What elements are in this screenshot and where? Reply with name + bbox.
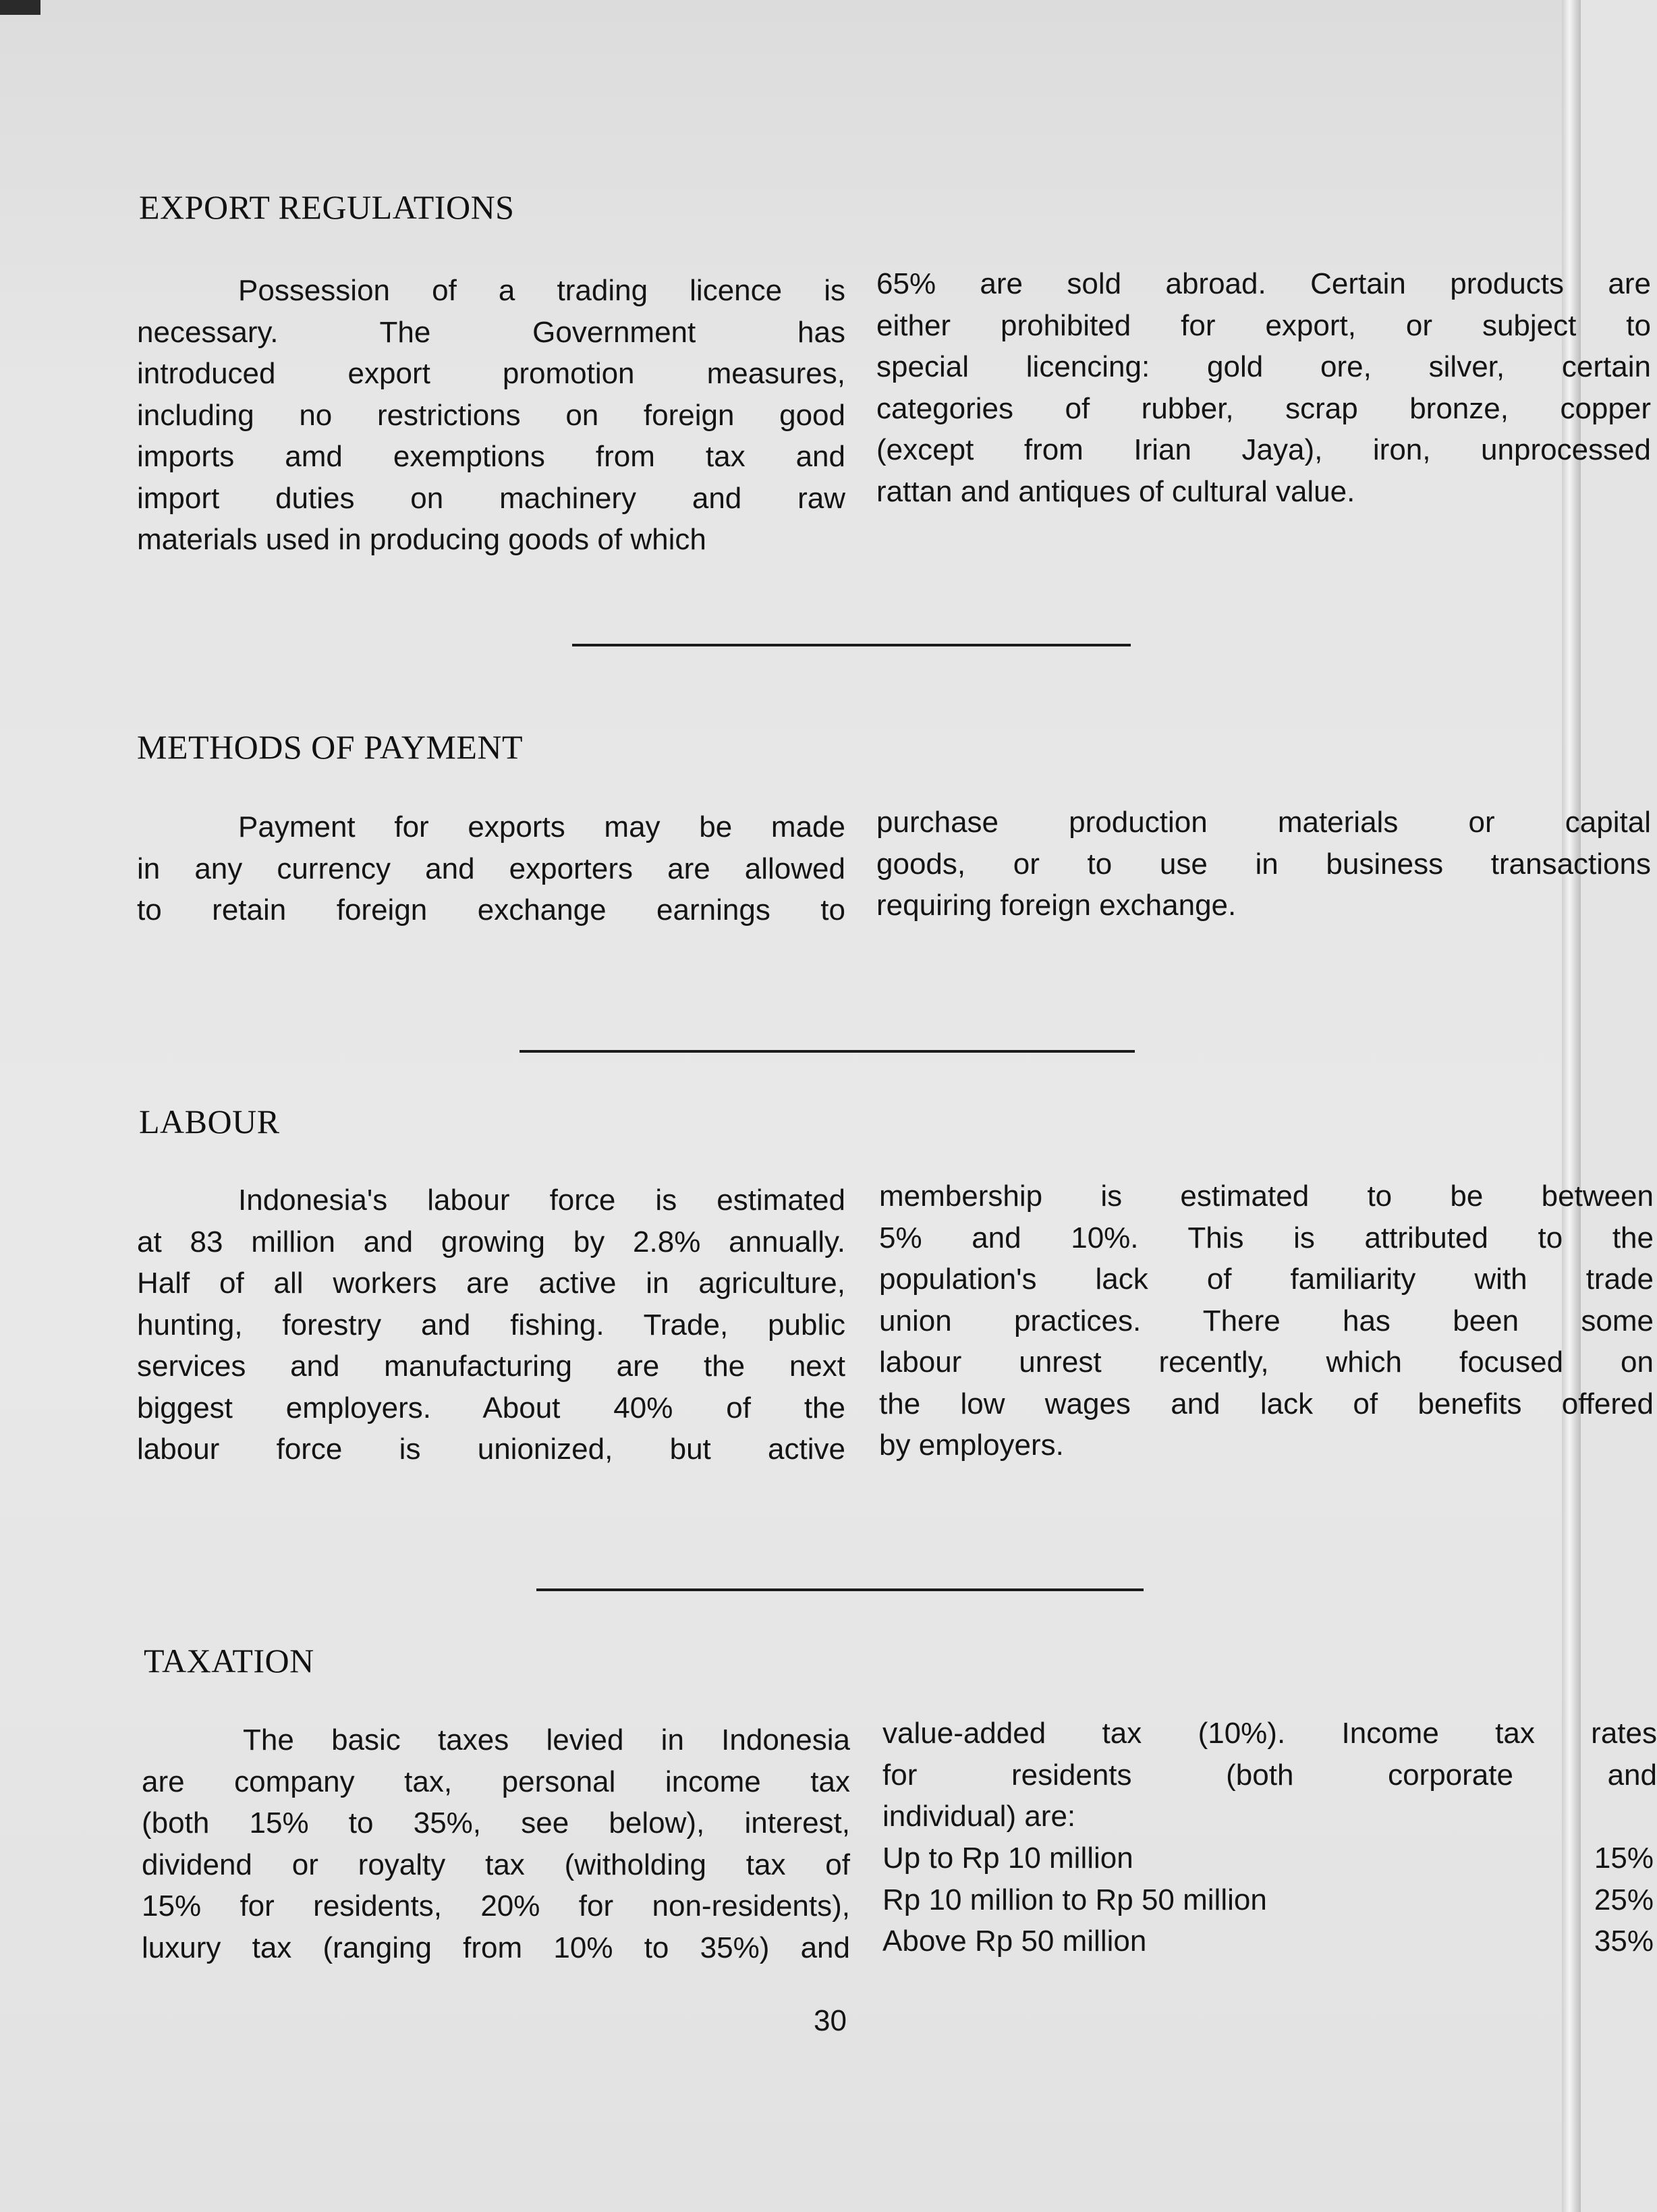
labour-heading: LABOUR [139, 1103, 280, 1140]
text-line: import duties on machinery and raw [137, 481, 845, 515]
text-line: labour unrest recently, which focused on [879, 1346, 1654, 1379]
text-line: imports amd exemptions from tax and [137, 440, 845, 473]
text-line: Indonesia's labour force is estimated [238, 1184, 845, 1217]
tax-rate-row [882, 1920, 1654, 1962]
text-line: biggest employers. About 40% of the [137, 1391, 845, 1425]
text-line: value-added tax (10%). Income tax rates [882, 1717, 1657, 1750]
tax-bracket-label: Rp 10 million to Rp 50 million [882, 1883, 1267, 1916]
section-divider [519, 1050, 1135, 1053]
text-line: membership is estimated to be between [879, 1180, 1654, 1213]
methods-of-payment-heading: METHODS OF PAYMENT [137, 728, 524, 766]
text-line: 15% for residents, 20% for non-residents), [142, 1889, 850, 1923]
tax-rate-row [882, 1837, 1654, 1879]
text-line: hunting, forestry and fishing. Trade, public [137, 1308, 845, 1342]
text-line: categories of rubber, scrap bronze, copper [876, 391, 1651, 425]
text-line: purchase production materials or capital [876, 806, 1651, 839]
text-line: including no restrictions on foreign good [137, 398, 845, 432]
text-line: (both 15% to 35%, see below), interest, [142, 1806, 850, 1840]
text-line: in any currency and exporters are allowed [137, 852, 845, 885]
labour-left-column [137, 1180, 845, 1470]
export-regulations-heading: EXPORT REGULATIONS [139, 188, 515, 226]
section-divider [536, 1588, 1144, 1591]
text-line: Half of all workers are active in agriculture, [137, 1267, 845, 1300]
text-line: at 83 million and growing by 2.8% annually. [137, 1225, 845, 1259]
export-regulations-left-column [137, 270, 845, 561]
scan-corner-mark [0, 0, 40, 15]
text-line: (except from Irian Jaya), iron, unprocessed [876, 433, 1651, 466]
text-line: Payment for exports may be made [238, 810, 845, 844]
tax-rate-value: 15% [1594, 1842, 1654, 1875]
text-line: either prohibited for export, or subject to [876, 308, 1651, 342]
text-line: Possession of a trading licence is [238, 274, 845, 307]
text-line: goods, or to use in business transactions [876, 847, 1651, 881]
text-line: necessary. The Government has [137, 315, 845, 349]
page-number: 30 [814, 2004, 847, 2037]
text-line: special licencing: gold ore, silver, certain [876, 350, 1651, 383]
methods-of-payment-right-column [876, 802, 1651, 927]
tax-rate-value: 25% [1594, 1883, 1654, 1916]
text-line: requiring foreign exchange. [876, 889, 1237, 922]
text-line: for residents (both corporate and [882, 1758, 1657, 1792]
income-tax-rates-table [882, 1837, 1654, 1962]
tax-bracket-label: Up to Rp 10 million [882, 1842, 1133, 1875]
text-line: materials used in producing goods of which [137, 523, 706, 556]
text-line: luxury tax (ranging from 10% to 35%) and [142, 1931, 850, 1964]
text-line: labour force is unionized, but active [137, 1433, 845, 1466]
text-line: 5% and 10%. This is attributed to the [879, 1221, 1654, 1254]
text-line: individual) are: [882, 1800, 1076, 1833]
section-divider [572, 644, 1131, 646]
text-line: union practices. There has been some [879, 1304, 1654, 1337]
methods-of-payment-left-column [137, 806, 845, 931]
text-line: introduced export promotion measures, [137, 357, 845, 390]
tax-rate-value: 35% [1594, 1925, 1654, 1958]
labour-right-column [879, 1176, 1654, 1466]
text-line: 65% are sold abroad. Certain products are [876, 267, 1651, 300]
taxation-heading: TAXATION [144, 1642, 314, 1680]
text-line: rattan and antiques of cultural value. [876, 474, 1355, 508]
tax-rate-row [882, 1879, 1654, 1921]
taxation-left-column [142, 1719, 850, 1968]
text-line: by employers. [879, 1429, 1064, 1462]
tax-bracket-label: Above Rp 50 million [882, 1925, 1147, 1958]
text-line: dividend or royalty tax (witholding tax of [142, 1848, 850, 1881]
text-line: are company tax, personal income tax [142, 1765, 850, 1798]
text-line: The basic taxes levied in Indonesia [243, 1723, 850, 1757]
text-line: the low wages and lack of benefits offered [879, 1387, 1654, 1420]
export-regulations-right-column [876, 263, 1651, 512]
text-line: to retain foreign exchange earnings to [137, 893, 845, 927]
taxation-right-column [882, 1713, 1657, 1837]
text-line: services and manufacturing are the next [137, 1350, 845, 1383]
text-line: population's lack of familiarity with trade [879, 1263, 1654, 1296]
